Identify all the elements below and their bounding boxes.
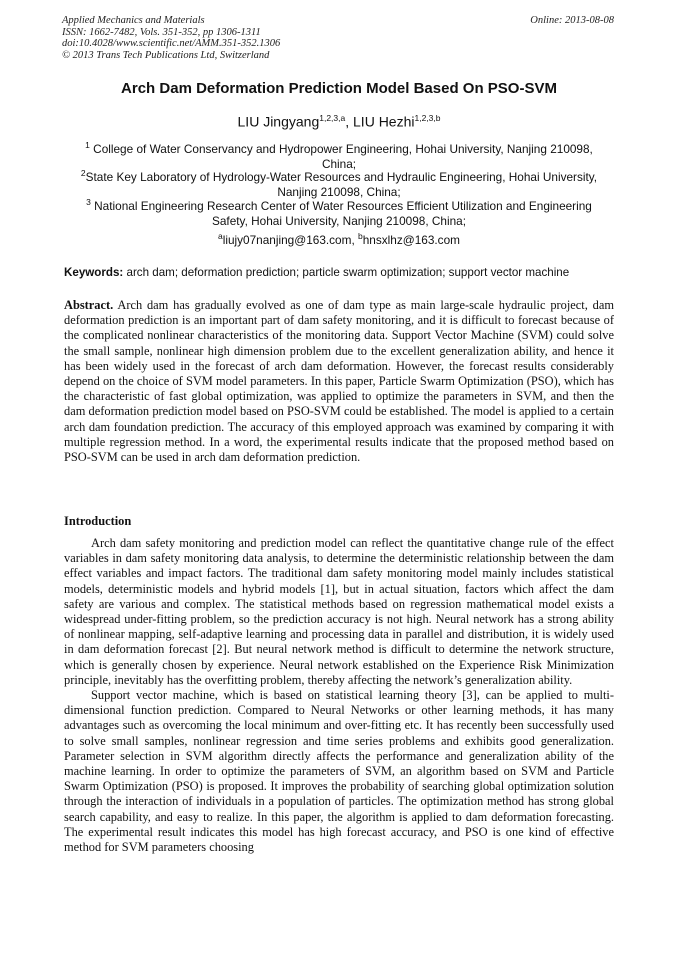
author-name: LIU Jingyang xyxy=(237,113,320,130)
author-separator: , xyxy=(345,113,354,130)
online-date: Online: 2013-08-08 xyxy=(530,15,614,26)
introduction-body xyxy=(64,536,614,855)
copyright-line: © 2013 Trans Tech Publications Ltd, Switzerland xyxy=(62,49,270,61)
affiliation-text: College of Water Conservancy and Hydropower Engineering, Hohai University, Nanjing 210098, xyxy=(89,141,593,156)
email-mark: a xyxy=(218,231,223,241)
email-separator: , xyxy=(351,232,359,247)
affiliation-text: Nanjing 210098, China; xyxy=(277,184,401,199)
email-mark: b xyxy=(358,231,363,241)
affiliation-text: Safety, Hohai University, Nanjing 210098, China; xyxy=(212,213,466,228)
paragraph: Support vector machine, which is based on statistical learning theory [3], can be applied to multi-dimensional function prediction. Compared to Neural Networks or other learning methods, it has many advantages such as overcoming the local minimum and over-fitting etc. It has recently been successfully used to solve small samples, nonlinear regression and time series problems and exhibits good generalization. Parameter selection in SVM algorithm directly affects the performance and generalization ability of the machine learning. In order to optimize the parameters of SVM, an algorithm based on SVM and Particle Swarm Optimization (PSO) is proposed. It improves the probability of searching global optimization solution through the interaction of individuals in a population of particles. The optimization method has strong global search capability, and easy to realize. In this paper, the algorithm is applied to dam deformation forecasting. The experimental result indicates this model has high forecast accuracy, and PSO is one kind of effective method for SVM parameters choosing xyxy=(64,688,614,855)
author-list xyxy=(0,113,678,130)
author-name: LIU Hezhi xyxy=(353,113,415,130)
affiliation-number: 3 xyxy=(86,197,91,207)
email-address: hnsxlhz@163.com xyxy=(362,232,460,247)
doi-line: doi:10.4028/www.scientific.net/AMM.351-352.1306 xyxy=(62,38,281,49)
journal-name: Applied Mechanics and Materials xyxy=(62,15,205,26)
paragraph: Arch dam safety monitoring and prediction model can reflect the quantitative change rule of the effect variables in dam safety monitoring data analysis, to determine the deterministic relationship between the dam effect variables and impact factors. The traditional dam safety monitoring model mainly includes statistical models, deterministic models and hybrid models [1], but in actual situation, factors which affect the dam safety are various and complex. The statistical methods based on regression mathematical model exists a widespread under-fitting problem, so the prediction accuracy is not high. Neural network has a strong ability of nonlinear mapping, self-adaptive learning and processing data in parallel and distribution, it is widely used in dam deformation forecast [2]. But neural network method is difficult to determine the network structure, which is generally chosen by experience. Neural network established on the Experience Risk Minimization principle, inevitably has the overfitting problem, thereby affecting the network’s generalization ability. xyxy=(64,536,614,687)
abstract-label: Abstract. xyxy=(64,298,114,312)
keywords-text: arch dam; deformation prediction; particle swarm optimization; support vector machine xyxy=(123,266,570,279)
journal-header xyxy=(62,15,280,61)
affiliation-text: China; xyxy=(321,156,357,171)
keywords-label: Keywords: xyxy=(64,266,124,279)
author-emails xyxy=(0,231,678,247)
affiliation-3 xyxy=(66,195,612,229)
affiliation-text: National Engineering Research Center of Water Resources Efficient Utilization and Engineering xyxy=(90,198,592,213)
author-affiliation-mark: 1,2,3,b xyxy=(414,113,441,123)
section-heading-introduction: Introduction xyxy=(64,514,132,528)
abstract-text: Arch dam has gradually evolved as one of dam type as main large-scale hydraulic project, dam deformation prediction is an important part of dam safety monitoring, and it is difficult to forecast because of the complicated nonlinear characteristics of the monitoring data. Support Vector Machine (SVM) could solve the small sample, nonlinear high dimension problem due to the excellent generalization ability, and hence it has been widely used in the forecast of arch dam deformation. However, the forecast results considerably depend on the choice of SVM model parameters. In this paper, Particle Swarm Optimization (PSO), which has the characteristic of fast global optimization, was applied to optimize the parameters in SVM, and then the dam deformation prediction model based on PSO-SVM could be established. The model is applied to a certain arch dam foundation prediction. The accuracy of this employed approach was examined by comparing it with multiple regression method. In a word, the experimental results indicate that the proposed method based on PSO-SVM can be used in arch dam deformation prediction. xyxy=(64,298,614,465)
issn-line: ISSN: 1662-7482, Vols. 351-352, pp 1306-1311 xyxy=(62,26,261,38)
affiliation-number: 2 xyxy=(80,168,86,178)
author-affiliation-mark: 1,2,3,a xyxy=(319,113,346,123)
affiliation-number: 1 xyxy=(85,140,90,150)
email-address: liujy07nanjing@163.com xyxy=(222,232,352,247)
paper-title: Arch Dam Deformation Prediction Model Based On PSO-SVM xyxy=(121,80,557,97)
keywords xyxy=(64,266,614,279)
affiliation-text: State Key Laboratory of Hydrology-Water Resources and Hydraulic Engineering, Hohai University, xyxy=(85,169,598,184)
abstract xyxy=(64,298,614,465)
